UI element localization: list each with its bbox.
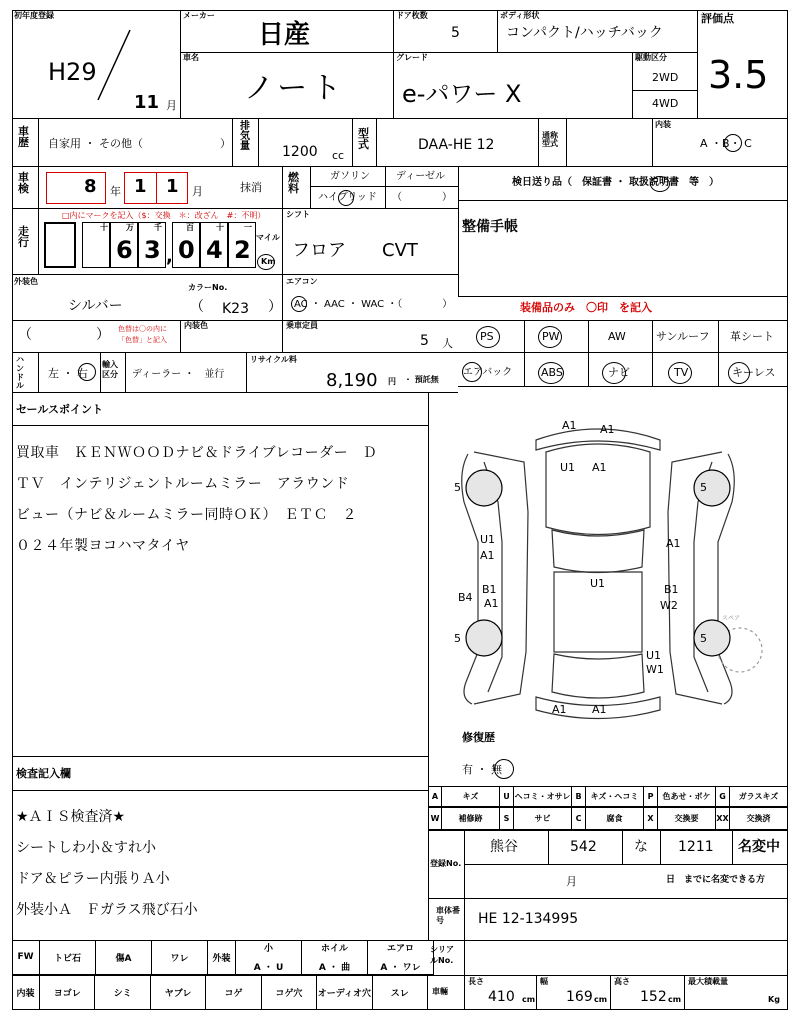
first-reg-label: 初年度登録 <box>14 11 54 20</box>
mark-left-1: U1 <box>480 533 496 546</box>
mark-rear-bumper-2: A1 <box>592 703 607 716</box>
exterior-check-item: 傷A <box>96 940 152 975</box>
legend-desc: キズ・ヘコミ <box>586 786 644 807</box>
exterior-group-options: A ・ U <box>253 963 284 973</box>
reg-class: 542 <box>570 839 597 855</box>
mark-front-bumper-2: A1 <box>600 423 615 436</box>
interior-check-item: スレ <box>373 975 428 1010</box>
equip-ps: PS <box>480 330 494 343</box>
displacement: 1200 <box>282 144 318 160</box>
score: 3.5 <box>708 53 769 97</box>
equipment-note: 装備品のみ 〇印 を記入 <box>520 301 652 314</box>
interior-grade-circle <box>724 134 742 152</box>
mark-right-5: W1 <box>646 663 664 676</box>
mark-left-4: A1 <box>484 597 499 610</box>
mark-tire-rl: 5 <box>454 632 461 645</box>
color-number: K23 <box>222 301 249 317</box>
exterior-group-options: A ・ 曲 <box>318 963 351 973</box>
repair-history: 有 ・ 無 <box>462 763 502 776</box>
mark-left-3: B1 <box>482 583 497 596</box>
interior-check-item: コゲ <box>206 975 261 1010</box>
legend-code: P <box>644 786 658 807</box>
height: 152 <box>640 989 667 1005</box>
fuel-hybrid: ハイブリッド <box>318 192 377 203</box>
mark-right-3: W2 <box>660 599 678 612</box>
interior-label: 内装 <box>12 975 40 1010</box>
drive-4wd: 4WD <box>652 97 679 110</box>
interior-check-item: シミ <box>95 975 150 1010</box>
usage: 自家用 ・ その他（ ） <box>48 137 231 150</box>
inspection-line-1: ★ＡＩＳ検査済★ <box>16 809 126 825</box>
mark-hood-2: A1 <box>592 461 607 474</box>
exterior-group-title: エアロ <box>386 944 414 954</box>
recycle-fee: 8,190 <box>326 370 378 391</box>
equip-leather: 革シート <box>730 330 774 343</box>
shift: フロア CVT <box>292 240 418 261</box>
first-reg-year: H29 <box>48 58 97 86</box>
mark-tire-fl: 5 <box>454 481 461 494</box>
legend-desc: キズ <box>442 786 500 807</box>
equip-sunroof: サンルーフ <box>656 330 710 343</box>
mark-front-bumper-1: A1 <box>562 419 577 432</box>
mileage-note: □内にマークを記入（$：交換 ＊：改ざん #：不明） <box>62 211 266 220</box>
legend-desc: ヘコミ・オサレ <box>514 786 572 807</box>
inspection-year-box <box>46 172 106 204</box>
mileage-digit-1: 6 <box>116 236 133 264</box>
spare-label: スペア <box>722 615 741 622</box>
capacity: 5 <box>420 333 429 349</box>
documents: 検日送り品（ 保証書 ・ 取扱説明書 等 ） <box>512 177 719 188</box>
exterior-group <box>302 940 368 975</box>
mark-right-1: A1 <box>666 537 681 550</box>
legend-desc: ガラスキズ <box>730 786 788 807</box>
equip-aw: AW <box>608 330 626 343</box>
interior-check-item: コゲ穴 <box>262 975 317 1010</box>
legend-code: A <box>428 786 442 807</box>
fw-label: FW <box>12 940 40 975</box>
legend-desc: 色あせ・ボケ <box>658 786 716 807</box>
equip-keyless: キーレス <box>732 366 776 379</box>
sales-line-3: ビュー（ナビ＆ルームミラー同時ＯＫ） ＥＴＣ ２ <box>16 507 357 523</box>
chassis-number: HE 12-134995 <box>478 911 579 927</box>
legend-code: U <box>500 786 514 807</box>
inspection-year: 8 <box>84 176 97 197</box>
exterior-check-item: ワレ <box>152 940 208 975</box>
mark-left-5: B4 <box>458 591 473 604</box>
legend-code: B <box>572 786 586 807</box>
legend-code: W <box>428 807 442 830</box>
inspection-month-1: 1 <box>134 176 147 197</box>
legend-desc: サビ <box>514 807 572 830</box>
exterior-check-item: トビ石 <box>40 940 96 975</box>
reg-number: 1211 <box>678 839 714 855</box>
mark-rear-bumper-1: A1 <box>552 703 567 716</box>
name-change: 名変中 <box>738 839 780 855</box>
interior-check-item: ヨゴレ <box>40 975 95 1010</box>
sales-points-title: セールスポイント <box>16 403 104 416</box>
drive-2wd: 2WD <box>652 71 679 84</box>
exterior-group-options: A ・ ワレ <box>380 963 421 973</box>
legend-code: G <box>716 786 730 807</box>
interior-check-item: オーディオ穴 <box>317 975 372 1010</box>
exterior-group-title: ホイル <box>320 944 348 954</box>
mark-hood-1: U1 <box>560 461 576 474</box>
legend-desc: 交換要 <box>658 807 716 830</box>
model-code: DAA-HE 12 <box>418 137 495 153</box>
sales-line-2: ＴＶ インテリジェントルームミラー アラウンド <box>16 476 350 492</box>
inspection-line-4: 外装小Ａ Ｆガラス飛び石小 <box>16 902 198 918</box>
width: 169 <box>566 989 593 1005</box>
legend-desc: 腐食 <box>586 807 644 830</box>
sales-line-1: 買取車 ＫＥＮＷＯＯＤナビ＆ドライブレコーダー Ｄ <box>16 445 378 461</box>
mark-tire-rr: 5 <box>700 632 707 645</box>
reg-kana: な <box>634 839 648 855</box>
equip-navi: ナビ <box>608 366 630 379</box>
maintenance-record: 整備手帳 <box>462 219 518 235</box>
mark-right-4: U1 <box>646 649 662 662</box>
exterior-group-title: 小 <box>263 944 273 954</box>
mark-tire-fr: 5 <box>700 481 707 494</box>
equip-pw: PW <box>542 330 560 343</box>
legend-code: S <box>500 807 514 830</box>
inspection-title: 検査記入欄 <box>16 767 71 780</box>
equip-airbag: エアバック <box>463 367 513 378</box>
legend-code: XX <box>716 807 730 830</box>
doors: 5 <box>451 25 460 41</box>
inspection-line-2: シートしわ小＆すれ小 <box>16 840 156 856</box>
mileage-digit-2: 3 <box>144 236 161 264</box>
steering: 左 ・ 右 <box>48 367 88 380</box>
interior-check-item: ヤブレ <box>151 975 206 1010</box>
inspection-line-3: ドア＆ピラー内張りＡ小 <box>16 871 170 887</box>
legend-desc: 交換済 <box>730 807 788 830</box>
mileage-digit-5: 2 <box>234 236 251 264</box>
aircon: AC ・ AAC ・ WAC ・（ ） <box>294 299 453 310</box>
car-name: ノート <box>244 71 346 106</box>
exterior-color: シルバー <box>68 298 123 314</box>
length: 410 <box>488 989 515 1005</box>
mark-right-2: B1 <box>664 583 679 596</box>
repair-history-label: 修復歴 <box>462 731 495 744</box>
inspection-month-2: 1 <box>166 176 179 197</box>
color-change-note: 色替は〇の内に「色替」と記入 <box>118 325 167 345</box>
reg-place: 熊谷 <box>490 839 518 855</box>
equip-tv: TV <box>674 366 689 379</box>
mileage-digit-3: 0 <box>178 236 195 264</box>
mark-roof: U1 <box>590 577 606 590</box>
mileage-mark-box <box>44 222 76 268</box>
body-type: コンパクト/ハッチバック <box>506 25 663 41</box>
delisted: 抹消 <box>240 181 262 194</box>
equip-abs: ABS <box>541 366 563 379</box>
legend-code: X <box>644 807 658 830</box>
grade: e-パワー X <box>402 80 522 108</box>
exterior-group <box>368 940 434 975</box>
first-reg-month: 11 <box>134 92 160 113</box>
maker: 日産 <box>258 20 311 50</box>
mileage-digit-4: 4 <box>206 236 223 264</box>
exterior-label: 外装 <box>208 940 236 975</box>
interior-grade: A ・B・ C <box>700 137 752 150</box>
legend-code: C <box>572 807 586 830</box>
legend-desc: 補修跡 <box>442 807 500 830</box>
sales-line-4: ０２４年製ヨコハマタイヤ <box>16 538 190 554</box>
import-type: ディーラー ・ 並行 <box>132 369 225 380</box>
exterior-group <box>236 940 302 975</box>
mark-left-2: A1 <box>480 549 495 562</box>
